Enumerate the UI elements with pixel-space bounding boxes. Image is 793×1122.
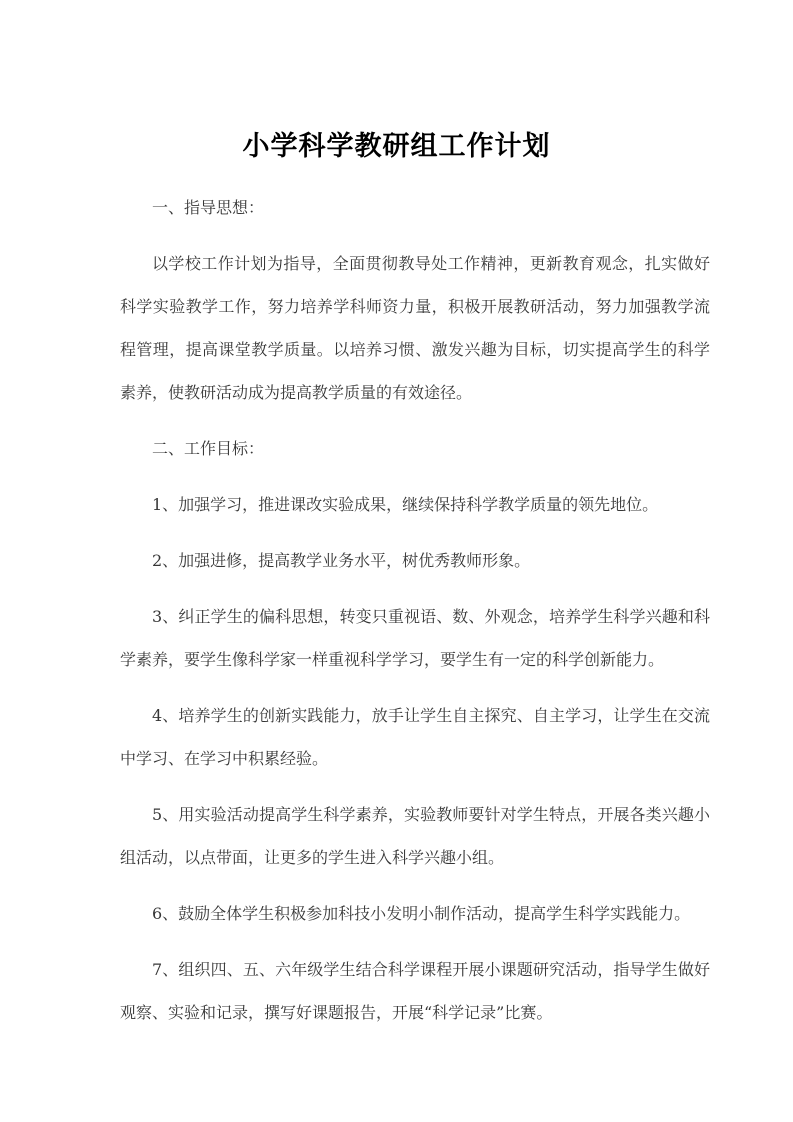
para-work-goals-heading: 二、工作目标： bbox=[152, 439, 265, 458]
para-goal-4: 4、培养学生的创新实践能力，放手让学生自主探究、自主学习，让学生在交流中学习、在学习中积累经验。 bbox=[120, 706, 710, 768]
document-title: 小学科学教研组工作计划 bbox=[242, 131, 551, 161]
para-guiding-ideology-heading: 一、指导思想： bbox=[152, 198, 265, 217]
para-goal-2: 2、加强进修，提高教学业务水平，树优秀教师形象。 bbox=[152, 551, 531, 570]
para-goal-1: 1、加强学习，推进课改实验成果，继续保持科学教学质量的领先地位。 bbox=[152, 495, 659, 514]
para-goal-7: 7、组织四、五、六年级学生结合科学课程开展小课题研究活动，指导学生做好观察、实验和记录，撰写好课题报告，开展“科学记录”比赛。 bbox=[120, 960, 710, 1022]
para-goal-3: 3、纠正学生的偏科思想，转变只重视语、数、外观念，培养学生科学兴趣和科学素养，要学生像科学家一样重视科学学习，要学生有一定的科学创新能力。 bbox=[120, 607, 710, 669]
para-goal-5: 5、用实验活动提高学生科学素养，实验教师要针对学生特点，开展各类兴趣小组活动，以点带面，让更多的学生进入科学兴趣小组。 bbox=[120, 805, 710, 867]
para-goal-6: 6、鼓励全体学生积极参加科技小发明小制作活动，提高学生科学实践能力。 bbox=[152, 904, 691, 923]
para-guiding-ideology-body: 以学校工作计划为指导，全面贯彻教导处工作精神，更新教育观念，扎实做好科学实验教学工作，努力培养学科师资力量，积极开展教研活动，努力加强教学流程管理，提高课堂教学质量。以培养习惯、激发兴趣为目标，切实提高学生的科学素养，使教研活动成为提高教学质量的有效途径。 bbox=[120, 254, 710, 402]
